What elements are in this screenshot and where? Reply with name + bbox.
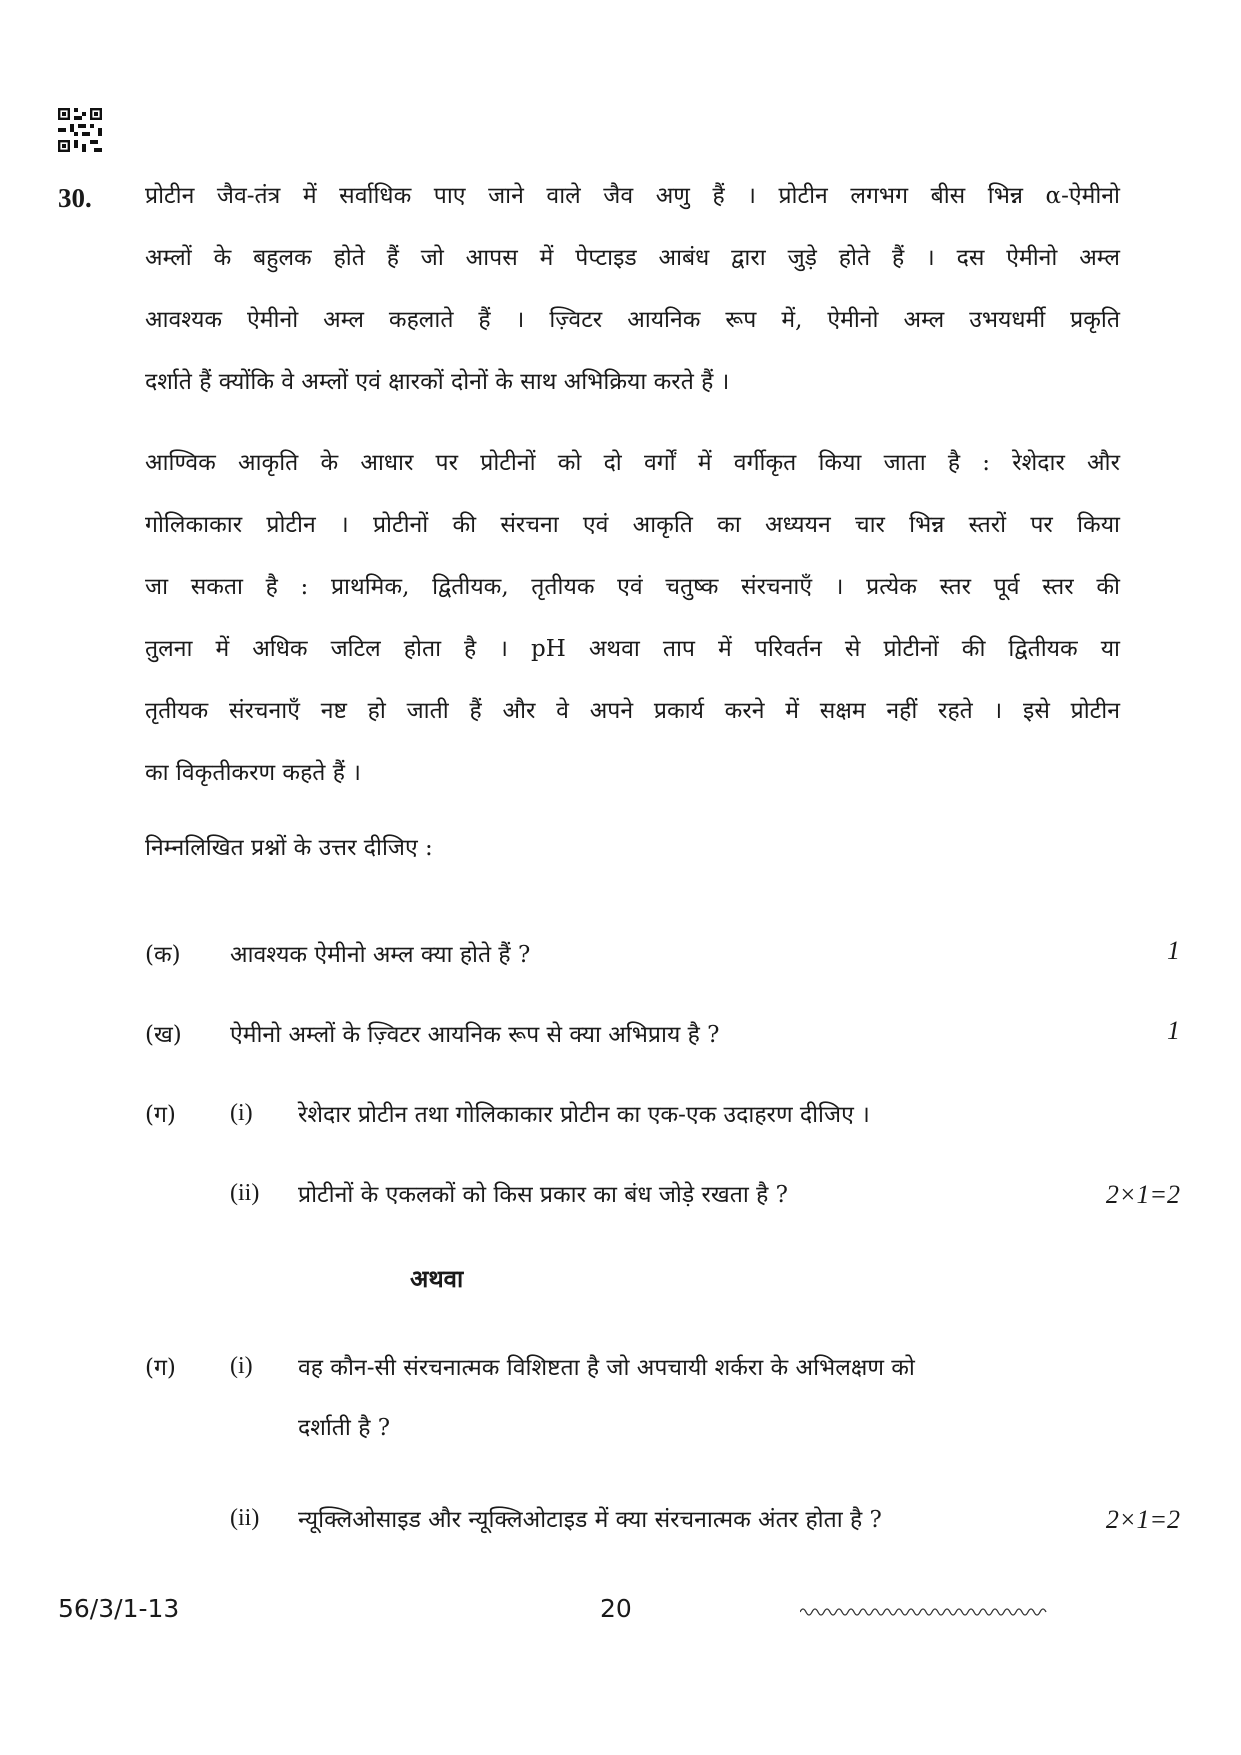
passage-paragraph-2 bbox=[145, 432, 1120, 804]
passage-line: आण्विक आकृति के आधार पर प्रोटीनों को दो वर्गों में वर्गीकृत किया जाता है : रेशेदार और bbox=[145, 450, 1120, 476]
passage-line: जा सकता है : प्राथमिक, द्वितीयक, तृतीयक एवं चतुष्क संरचनाएँ । प्रत्येक स्तर पूर्व स्तर की bbox=[145, 574, 1120, 600]
or-separator: अथवा bbox=[410, 1264, 464, 1293]
passage-paragraph-1 bbox=[145, 165, 1120, 413]
marks: 1 bbox=[1167, 936, 1180, 965]
page-number: 20 bbox=[600, 1594, 632, 1623]
passage-line: तुलना में अधिक जटिल होता है । pH अथवा ताप में परिवर्तन से प्रोटीनों की द्वितीयक या bbox=[145, 636, 1120, 662]
part-label: (ii) bbox=[230, 1180, 260, 1206]
instruction: निम्नलिखित प्रश्नों के उत्तर दीजिए : bbox=[145, 835, 433, 861]
part-text: न्यूक्लिओसाइड और न्यूक्लिओटाइड में क्या संरचनात्मक अंतर होता है ? bbox=[298, 1507, 882, 1533]
sub-question-text: आवश्यक ऐमीनो अम्ल क्या होते हैं ? bbox=[230, 942, 531, 968]
marks: 2×1=2 bbox=[1105, 1180, 1180, 1209]
question-number: 30. bbox=[58, 183, 92, 213]
passage-line: प्रोटीन जैव-तंत्र में सर्वाधिक पाए जाने वाले जैव अणु हैं । प्रोटीन लगभग बीस भिन्न α-ऐमीनो bbox=[145, 183, 1120, 209]
part-text: वह कौन-सी संरचनात्मक विशिष्टता है जो अपचायी शर्करा के अभिलक्षण को bbox=[298, 1355, 915, 1381]
sub-question-label: (ग) bbox=[145, 1355, 176, 1381]
passage-line: तृतीयक संरचनाएँ नष्ट हो जाती हैं और वे अपने प्रकार्य करने में सक्षम नहीं रहते । इसे प्रोटीन bbox=[145, 698, 1120, 724]
qr-code-icon bbox=[58, 108, 102, 152]
passage-line: का विकृतीकरण कहते हैं । bbox=[145, 760, 361, 786]
paper-code: 56/3/1-13 bbox=[58, 1594, 180, 1623]
marks: 1 bbox=[1167, 1016, 1180, 1045]
part-label: (i) bbox=[230, 1353, 253, 1379]
sub-question-label: (ग) bbox=[145, 1102, 176, 1128]
part-text: प्रोटीनों के एकलकों को किस प्रकार का बंध जोड़े रखता है ? bbox=[298, 1182, 788, 1208]
part-text: दर्शाती है ? bbox=[298, 1415, 391, 1441]
sub-question-label: (क) bbox=[145, 942, 181, 968]
part-label: (ii) bbox=[230, 1505, 260, 1531]
passage-line: गोलिकाकार प्रोटीन । प्रोटीनों की संरचना एवं आकृति का अध्ययन चार भिन्न स्तरों पर किया bbox=[145, 512, 1120, 538]
sub-question-text: ऐमीनो अम्लों के ज़्विटर आयनिक रूप से क्या अभिप्राय है ? bbox=[230, 1022, 720, 1048]
passage-line: अम्लों के बहुलक होते हैं जो आपस में पेप्टाइड आबंध द्वारा जुड़े होते हैं । दस ऐमीनो अम्ल bbox=[145, 245, 1120, 271]
sub-question-label: (ख) bbox=[145, 1022, 182, 1048]
part-label: (i) bbox=[230, 1100, 253, 1126]
passage-line: आवश्यक ऐमीनो अम्ल कहलाते हैं । ज़्विटर आयनिक रूप में, ऐमीनो अम्ल उभयधर्मी प्रकृति bbox=[145, 307, 1120, 333]
marks: 2×1=2 bbox=[1105, 1505, 1180, 1534]
passage-line: दर्शाते हैं क्योंकि वे अम्लों एवं क्षारकों दोनों के साथ अभिक्रिया करते हैं । bbox=[145, 369, 730, 395]
part-text: रेशेदार प्रोटीन तथा गोलिकाकार प्रोटीन का एक-एक उदाहरण दीजिए । bbox=[298, 1102, 870, 1128]
wavy-line-decoration bbox=[800, 1604, 1050, 1620]
